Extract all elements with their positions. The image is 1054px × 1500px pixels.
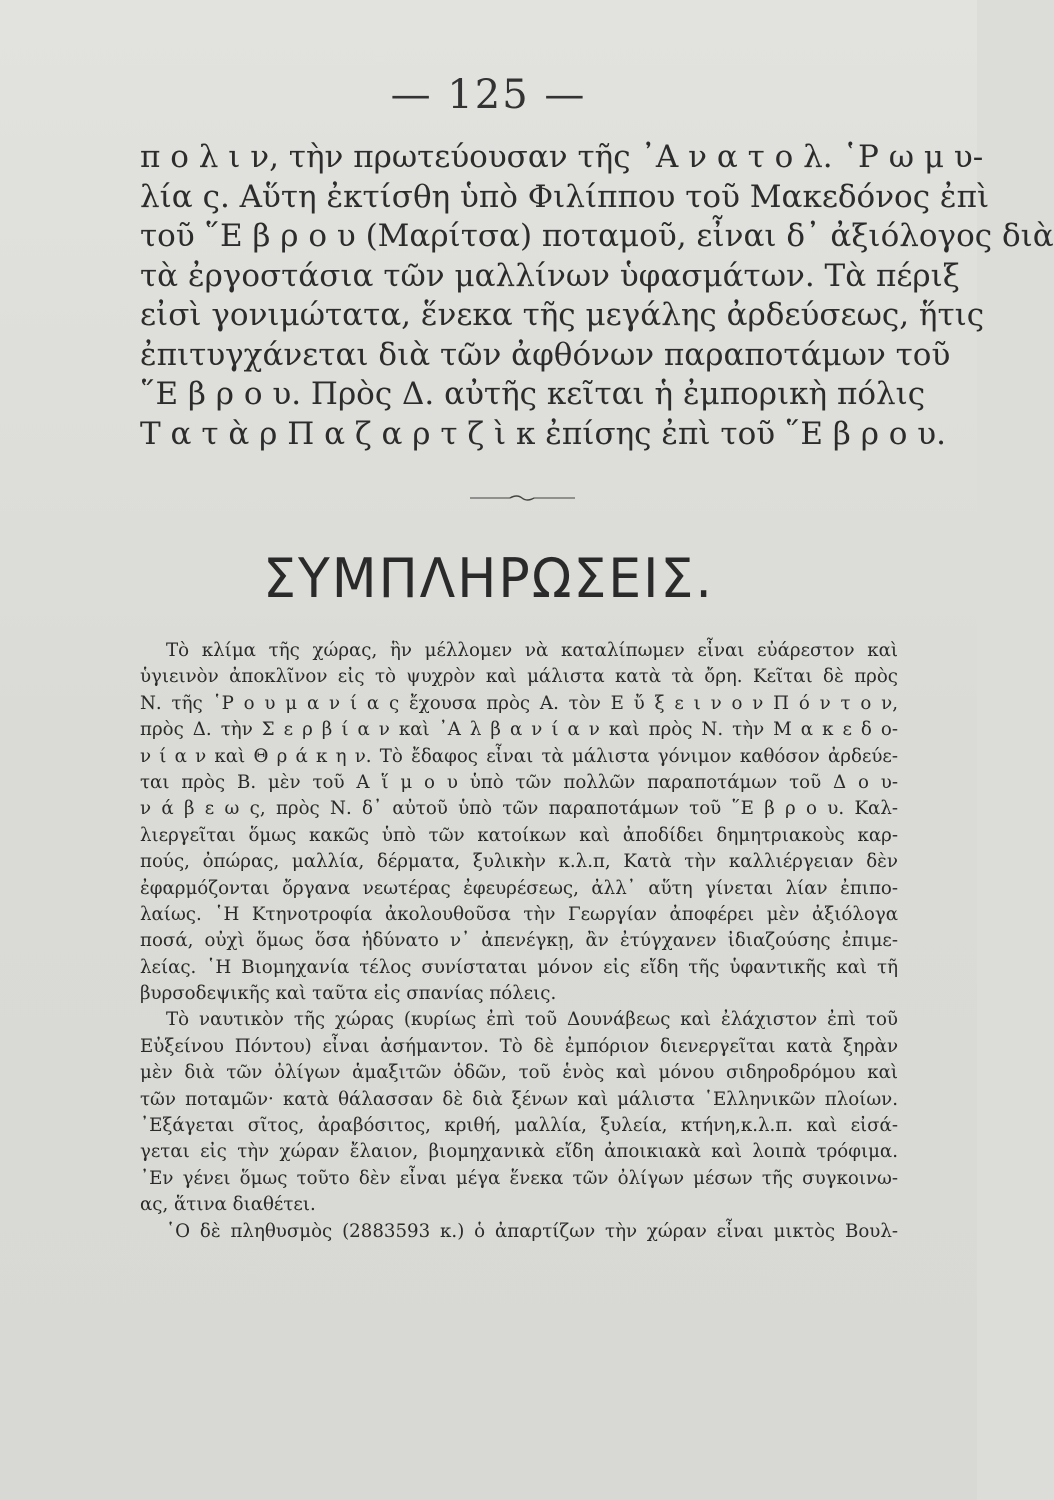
text-line: ῞Ε β ρ ο υ. Πρὸς Δ. αὐτῆς κεῖται ἡ ἐμπορικὴ πόλις: [140, 376, 926, 412]
text-line: ᾿Εξάγεται σῖτος, ἀραβόσιτος, κριθή, μαλλία, ξυλεία, κτήνη,κ.λ.π. καὶ εἰσά-: [140, 1115, 898, 1137]
text-line: π ο λ ι ν, τὴν πρωτεύουσαν τῆς ᾿Α ν α τ ο λ. ῾Ρ ω μ υ-: [140, 139, 984, 175]
text-line: ται πρὸς Β. μὲν τοῦ Α ἵ μ ο υ ὑπὸ τῶν πολλῶν παραποτάμων τοῦ Δ ο υ-: [140, 771, 898, 793]
text-line: πρὸς Δ. τὴν Σ ε ρ β ί α ν καὶ ᾿Α λ β α ν ί α ν καὶ πρὸς Ν. τὴν Μ α κ ε δ ο-: [140, 719, 898, 741]
section-title: ΣΥΜΠΛΗΡΩΣΕΙΣ.: [263, 547, 714, 611]
ornament-divider: [470, 494, 575, 502]
text-line: λαίως. ῾Η Κτηνοτροφία ἀκολουθοῦσα τὴν Γεωργίαν ἀποφέρει μὲν ἀξιόλογα: [140, 903, 898, 925]
text-line: ας, ἅτινα διαθέτει.: [140, 1194, 316, 1216]
text-line: τὰ ἐργοστάσια τῶν μαλλίνων ὑφασμάτων. Τὰ πέριξ: [140, 257, 960, 294]
text-line: ἐφαρμόζονται ὄργανα νεωτέρας ἐφευρέσεως, ἀλλ᾿ αὕτη γίνεται λίαν ἐπιπο-: [140, 877, 898, 899]
text-line: πούς, ὀπώρας, μαλλία, δέρματα, ξυλικὴν κ.λ.π, Κατὰ τὴν καλλιέργειαν δὲν: [140, 851, 898, 873]
text-line: ῾Ο δὲ πληθυσμὸς (2883593 κ.) ὁ ἀπαρτίζων τὴν χώραν εἶναι μικτὸς Βουλ-: [166, 1220, 898, 1242]
text-line: λία ς. Αὕτη ἐκτίσθη ὑπὸ Φιλίππου τοῦ Μακεδόνος ἐπὶ: [140, 178, 990, 215]
text-line: λείας. ῾Η Βιομηχανία τέλος συνίσταται μόνον εἰς εἴδη τῆς ὑφαντικῆς καὶ τῆ: [140, 956, 898, 978]
text-line: ἐπιτυγχάνεται διὰ τῶν ἀφθόνων παραποτάμων τοῦ: [140, 336, 951, 373]
text-line: ν ά β ε ω ς, πρὸς Ν. δ᾿ αὐτοῦ ὑπὸ τῶν παραποτάμων τοῦ ῞Ε β ρ ο υ. Καλ-: [140, 798, 898, 820]
text-line: βυρσοδεψικῆς καὶ ταῦτα εἰς σπανίας πόλεις.: [140, 983, 557, 1005]
text-line: Τ α τ ὰ ρ Π α ζ α ρ τ ζ ὶ κ ἐπίσης ἐπὶ τοῦ ῞Ε β ρ ο υ.: [140, 415, 946, 452]
text-line: ν ί α ν καὶ Θ ρ ά κ η ν. Τὸ ἔδαφος εἶναι τὰ μάλιστα γόνιμον καθόσον ἀρδεύε-: [140, 745, 898, 767]
text-line: μὲν διὰ τῶν ὀλίγων ἁμαξιτῶν ὁδῶν, τοῦ ἑνὸς καὶ μόνου σιδηροδρόμου καὶ: [140, 1062, 898, 1084]
text-line: ποσά, οὐχὶ ὅμως ὅσα ἠδύνατο ν᾿ ἀπενέγκῃ, ἂν ἐτύγχανεν ἰδιαζούσης ἐπιμε-: [140, 930, 898, 952]
text-line: γεται εἰς τὴν χώραν ἔλαιον, βιομηχανικὰ εἴδη ἀποικιακὰ καὶ λοιπὰ τρόφιμα.: [140, 1141, 898, 1163]
body-text: [140, 638, 898, 1245]
text-line: εἰσὶ γονιμώτατα, ἕνεκα τῆς μεγάλης ἀρδεύσεως, ἥτις: [140, 297, 985, 333]
intro-paragraph: [140, 138, 1054, 454]
text-line: ὑγιεινὸν ἀποκλῖνον εἰς τὸ ψυχρὸν καὶ μάλιστα κατὰ τὰ ὄρη. Κεῖται δὲ πρὸς: [140, 666, 898, 688]
page-number: — 125 —: [390, 72, 587, 118]
text-line: λιεργεῖται ὅμως κακῶς ὑπὸ τῶν κατοίκων καὶ ἀποδίδει δημητριακοὺς καρ-: [140, 824, 898, 846]
text-line: Τὸ ναυτικὸν τῆς χώρας (κυρίως ἐπὶ τοῦ Δουνάβεως καὶ ἐλάχιστον ἐπὶ τοῦ: [166, 1009, 898, 1031]
text-line: Τὸ κλίμα τῆς χώρας, ἣν μέλλομεν νὰ καταλίπωμεν εἶναι εὐάρεστον καὶ: [166, 640, 898, 661]
text-line: τοῦ ῞Ε β ρ ο υ (Μαρίτσα) ποταμοῦ, εἶναι δ᾿ ἀξιόλογος διὰ: [140, 218, 1054, 254]
text-line: τῶν ποταμῶν· κατὰ θάλασσαν δὲ διὰ ξένων καὶ μάλιστα ῾Ελληνικῶν πλοίων.: [140, 1088, 898, 1110]
text-line: ᾿Εν γένει ὅμως τοῦτο δὲν εἶναι μέγα ἕνεκα τῶν ὀλίγων μέσων τῆς συγκοινω-: [140, 1167, 898, 1189]
text-line: Εὐξείνου Πόντου) εἶναι ἀσήμαντον. Τὸ δὲ ἐμπόριον διενεργεῖται κατὰ ξηρὰν: [140, 1035, 898, 1057]
text-line: Ν. τῆς ῾Ρ ο υ μ α ν ί α ς ἔχουσα πρὸς Α. τὸν Ε ὔ ξ ε ι ν ο ν Π ό ν τ ο ν,: [140, 692, 898, 714]
